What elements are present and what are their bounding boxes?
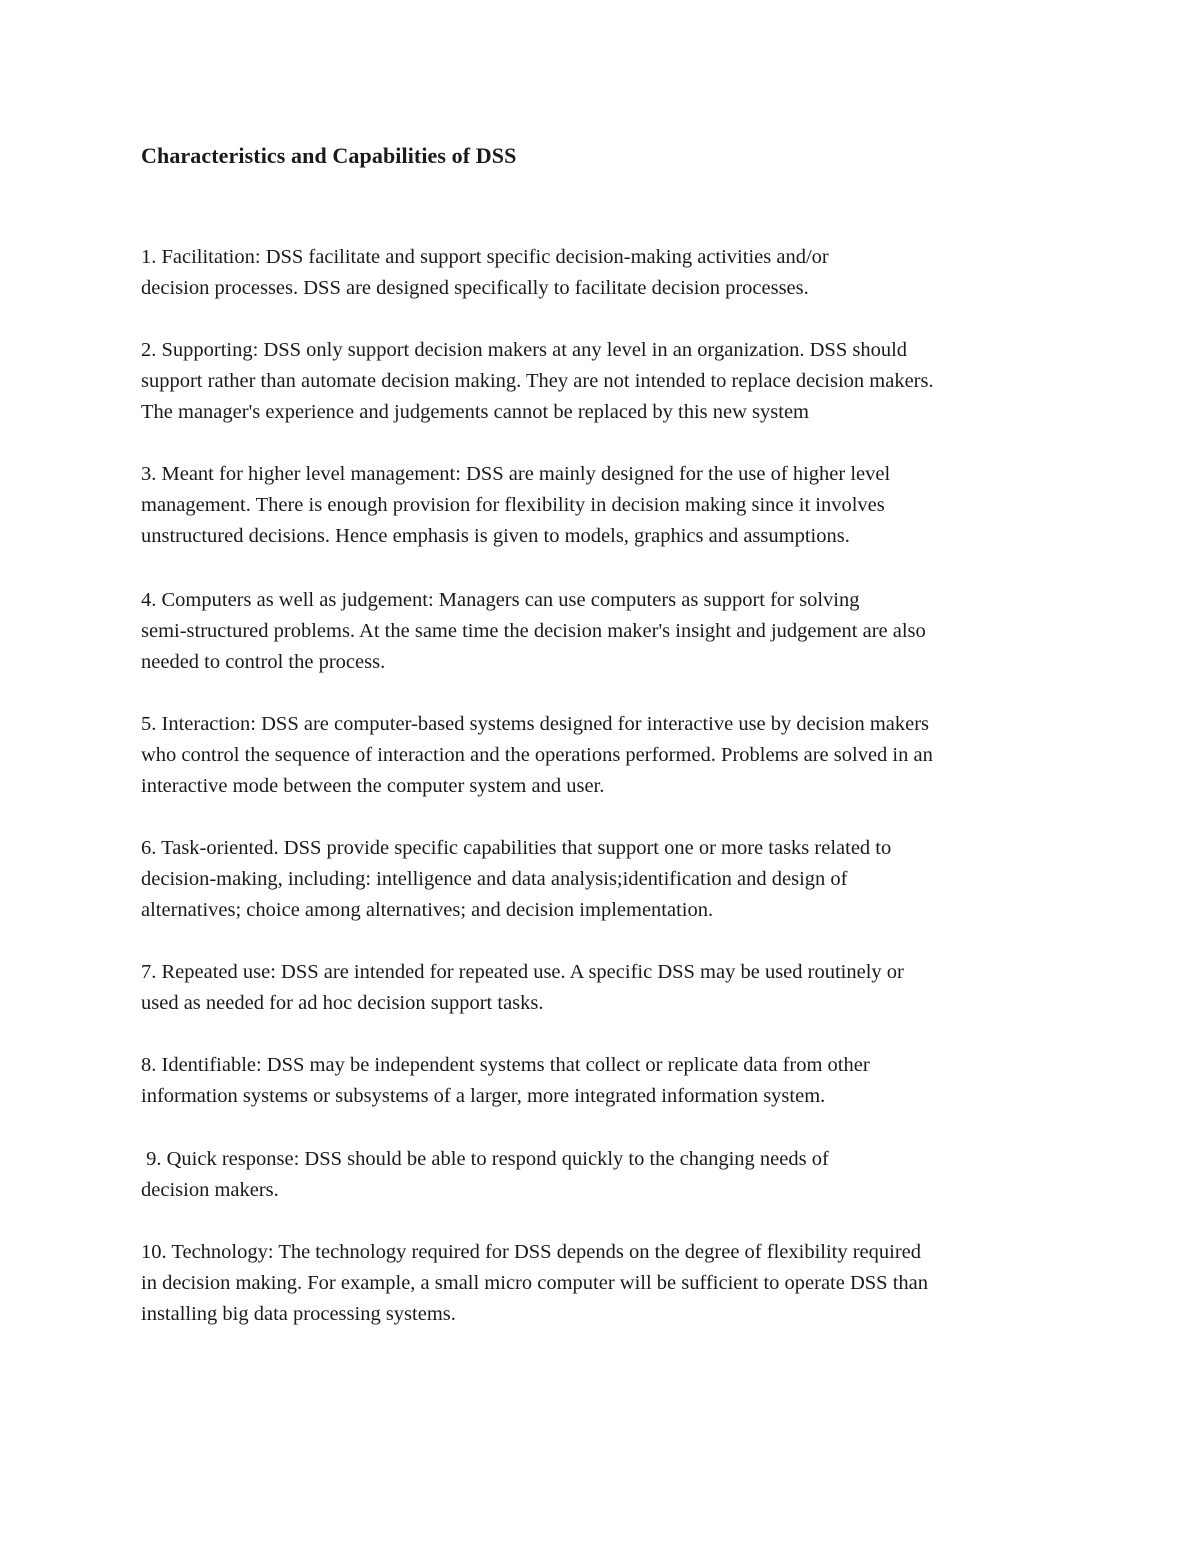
paragraph-line: 6. Task-oriented. DSS provide specific capabilities that support one or more tasks related to <box>141 837 892 859</box>
paragraph-line: unstructured decisions. Hence emphasis is given to models, graphics and assumptions. <box>141 525 850 547</box>
paragraph-line: decision makers. <box>141 1179 279 1201</box>
paragraph-line: alternatives; choice among alternatives; and decision implementation. <box>141 899 714 921</box>
paragraph-line: The manager's experience and judgements cannot be replaced by this new system <box>141 401 809 423</box>
paragraph-line: who control the sequence of interaction and the operations performed. Problems are solved in an <box>141 744 933 766</box>
paragraph-facilitation <box>141 242 829 304</box>
paragraph-line: needed to control the process. <box>141 651 386 673</box>
paragraph-repeated-use <box>141 957 904 1019</box>
paragraph-line: support rather than automate decision making. They are not intended to replace decision makers. <box>141 370 934 392</box>
paragraph-technology <box>141 1237 928 1330</box>
paragraph-line: 9. Quick response: DSS should be able to respond quickly to the changing needs of <box>141 1148 829 1170</box>
paragraph-line: 1. Facilitation: DSS facilitate and support specific decision-making activities and/or <box>141 246 829 268</box>
paragraph-task-oriented <box>141 833 891 926</box>
paragraph-line: 5. Interaction: DSS are computer-based systems designed for interactive use by decision makers <box>141 713 930 735</box>
paragraph-line: used as needed for ad hoc decision support tasks. <box>141 992 544 1014</box>
document-title: Characteristics and Capabilities of DSS <box>141 143 517 168</box>
paragraph-higher-level-management <box>141 459 890 552</box>
paragraph-line: in decision making. For example, a small micro computer will be sufficient to operate DSS than <box>141 1272 928 1294</box>
paragraph-quick-response <box>141 1144 829 1206</box>
paragraph-line: 10. Technology: The technology required for DSS depends on the degree of flexibility required <box>141 1241 922 1263</box>
paragraph-interaction <box>141 709 933 802</box>
paragraph-line: 8. Identifiable: DSS may be independent systems that collect or replicate data from other <box>141 1054 870 1076</box>
paragraph-line: 4. Computers as well as judgement: Managers can use computers as support for solving <box>141 589 860 611</box>
paragraph-line: decision-making, including: intelligence and data analysis;identification and design of <box>141 868 848 890</box>
paragraph-line: 3. Meant for higher level management: DSS are mainly designed for the use of higher level <box>141 463 891 485</box>
paragraph-line: decision processes. DSS are designed specifically to facilitate decision processes. <box>141 277 809 299</box>
paragraph-supporting <box>141 335 934 428</box>
paragraph-line: interactive mode between the computer system and user. <box>141 775 605 797</box>
paragraph-line: information systems or subsystems of a larger, more integrated information system. <box>141 1085 826 1107</box>
paragraph-identifiable <box>141 1050 870 1112</box>
paragraph-line: semi-structured problems. At the same time the decision maker's insight and judgement are also <box>141 620 926 642</box>
paragraph-line: 2. Supporting: DSS only support decision makers at any level in an organization. DSS should <box>141 339 908 361</box>
paragraph-line: installing big data processing systems. <box>141 1303 456 1325</box>
paragraph-line: management. There is enough provision for flexibility in decision making since it involves <box>141 494 885 516</box>
paragraph-computers-judgement <box>141 585 926 678</box>
paragraph-line: 7. Repeated use: DSS are intended for repeated use. A specific DSS may be used routinely or <box>141 961 904 983</box>
